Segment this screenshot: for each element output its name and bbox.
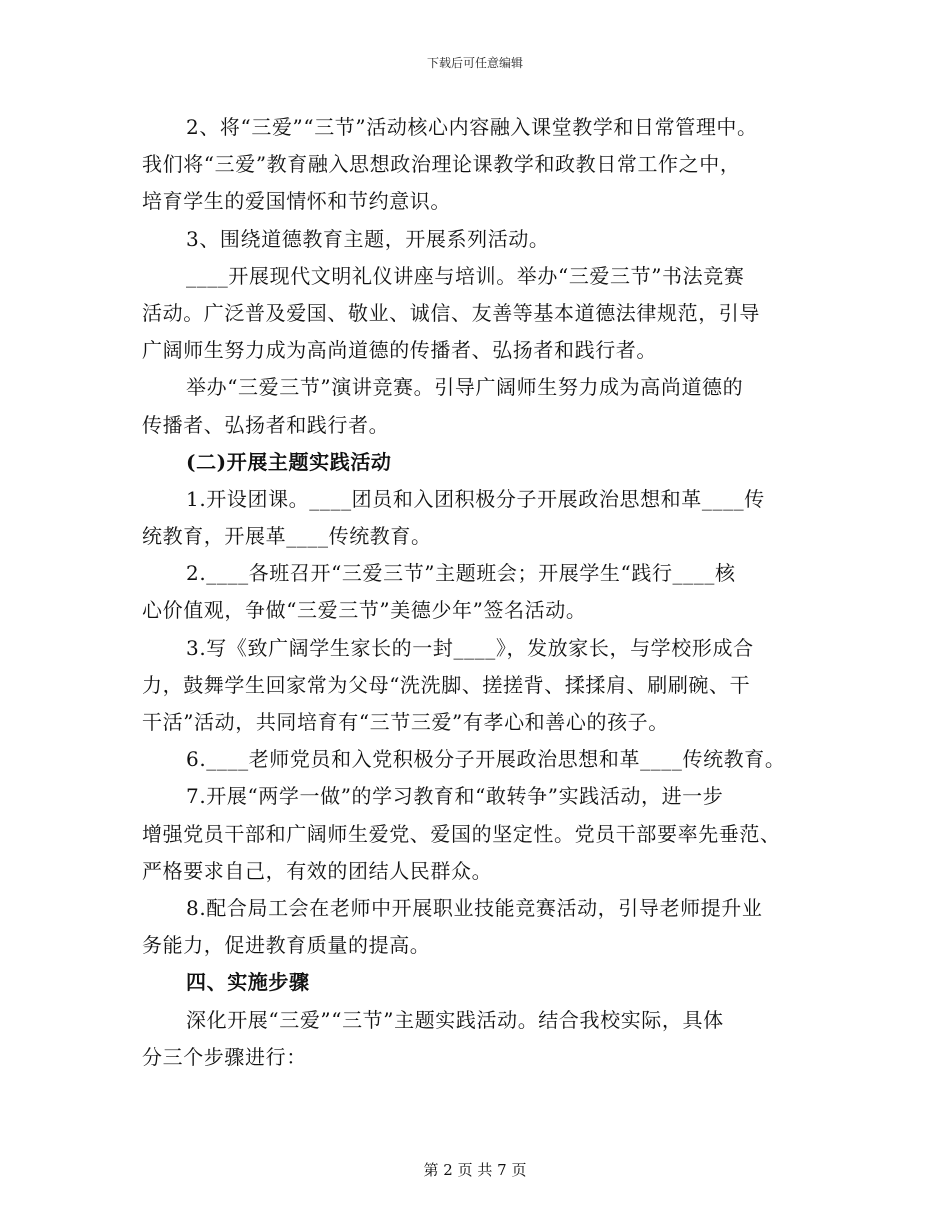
section-heading: 四、实施步骤 bbox=[186, 970, 310, 995]
paragraph-line: 3.写《致广阔学生家长的一封____》，发放家长，与学校形成合 bbox=[186, 635, 754, 660]
paragraph-line: 举办“三爱三节”演讲竞赛。引导广阔师生努力成为高尚道德的 bbox=[186, 375, 744, 400]
paragraph-line: 2、将“三爱”“三节”活动核心内容融入课堂教学和日常管理中。 bbox=[186, 115, 758, 139]
paragraph-line: 增强党员干部和广阔师生爱党、爱国的坚定性。党员干部要率先垂范、 bbox=[142, 821, 781, 846]
paragraph-line: 严格要求自己，有效的团结人民群众。 bbox=[142, 858, 493, 883]
paragraph-line: 7.开展“两学一做”的学习教育和“敢转争”实践活动，进一步 bbox=[186, 784, 724, 809]
paragraph-line: 心价值观，争做“三爱三节”美德少年”签名活动。 bbox=[142, 598, 587, 623]
paragraph-line: 活动。广泛普及爱国、敬业、诚信、友善等基本道德法律规范，引导 bbox=[142, 300, 760, 325]
paragraph-line: 分三个步骤进行： bbox=[142, 1044, 307, 1069]
document-body bbox=[142, 109, 812, 1076]
section-heading: (二)开展主题实践活动 bbox=[186, 449, 392, 474]
page-footer: 第 2 页 共 7 页 bbox=[423, 1161, 527, 1179]
paragraph-line: 干活”活动，共同培育有“三节三爱”有孝心和善心的孩子。 bbox=[142, 710, 669, 734]
paragraph-line: ____开展现代文明礼仪讲座与培训。举办“三爱三节”书法竞赛 bbox=[186, 263, 745, 288]
paragraph-line: 培育学生的爱国情怀和节约意识。 bbox=[142, 189, 451, 214]
paragraph-line: 务能力，促进教育质量的提高。 bbox=[142, 933, 431, 958]
paragraph-line: 传播者、弘扬者和践行者。 bbox=[142, 412, 390, 437]
paragraph-line: 8.配合局工会在老师中开展职业技能竞赛活动，引导老师提升业 bbox=[186, 895, 763, 920]
paragraph-line: 我们将“三爱”教育融入思想政治理论课教学和政教日常工作之中， bbox=[142, 152, 741, 177]
paragraph-line: 力，鼓舞学生回家常为父母“洗洗脚、搓搓背、揉揉肩、刷刷碗、干 bbox=[142, 672, 751, 697]
paragraph-line: 3、围绕道德教育主题，开展系列活动。 bbox=[186, 226, 550, 251]
paragraph-line: 1.开设团课。____团员和入团积极分子开展政治思想和革____传 bbox=[186, 486, 765, 511]
page-header: 下载后可任意编辑 bbox=[426, 56, 523, 70]
paragraph-line: 2.____各班召开“三爱三节”主题班会；开展学生“践行____核 bbox=[186, 561, 736, 586]
paragraph-line: 6.____老师党员和入党积极分子开展政治思想和革____传统教育。 bbox=[186, 747, 786, 772]
paragraph-line: 广阔师生努力成为高尚道德的传播者、弘扬者和践行者。 bbox=[142, 338, 657, 363]
paragraph-line: 深化开展“三爱”“三节”主题实践活动。结合我校实际，具体 bbox=[186, 1007, 724, 1032]
paragraph-line: 统教育，开展革____传统教育。 bbox=[142, 524, 432, 549]
